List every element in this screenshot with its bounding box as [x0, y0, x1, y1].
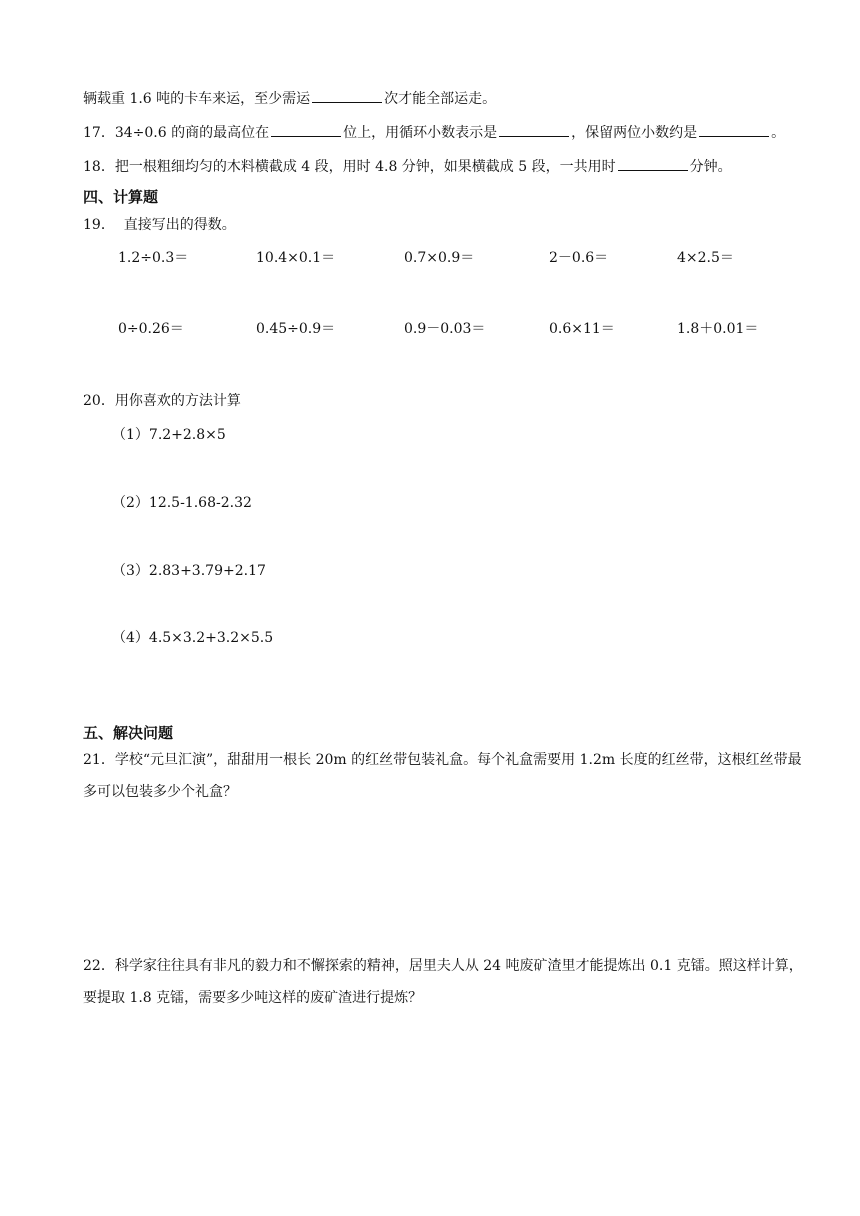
q17-blank-1[interactable]: [271, 122, 341, 137]
calc-item: 4×2.5＝: [677, 250, 734, 266]
question-22: [83, 950, 811, 1014]
q21-number: 21．: [83, 752, 115, 768]
calc-item: 0÷0.26＝: [118, 321, 184, 337]
q21-text: 学校“元旦汇演”，甜甜用一根长 20m 的红丝带包装礼盒。每个礼盒需要用 1.2m 长度的红丝带，这根红丝带最多可以包装多少个礼盒？: [83, 752, 802, 800]
q20-subitem: （2）12.5-1.68-2.32: [112, 495, 252, 511]
q20-subitem: （3）2.83+3.79+2.17: [112, 563, 266, 579]
calc-item: 0.6×11＝: [549, 321, 615, 337]
calc-item: 0.7×0.9＝: [404, 250, 475, 266]
q17-text-1: 34÷0.6 的商的最高位在: [114, 125, 270, 141]
q17-text-3: ，保留两位小数约是: [571, 125, 698, 141]
q20-number: 20．: [83, 393, 115, 409]
question-17: [83, 122, 785, 143]
q19-number: 19．: [83, 217, 115, 233]
calc-item: 10.4×0.1＝: [256, 250, 336, 266]
q18-text-1: 把一根粗细均匀的木料横截成 4 段，用时 4.8 分钟，如果横截成 5 段，一共用时: [114, 159, 616, 175]
calc-item: 1.8＋0.01＝: [677, 321, 759, 337]
q20-subitem: （4）4.5×3.2+3.2×5.5: [112, 630, 274, 646]
q17-text-2: 位上，用循环小数表示是: [343, 125, 498, 141]
question-20: [83, 391, 241, 411]
question-19: [83, 215, 236, 235]
q20-subitem: （1）7.2+2.8×5: [112, 427, 226, 443]
section-4-heading: 四、计算题: [83, 188, 159, 206]
calc-item: 2－0.6＝: [549, 250, 609, 266]
q22-number: 22．: [83, 958, 115, 974]
question-16-tail: [83, 88, 496, 109]
q17-text-4: 。: [771, 125, 786, 141]
q17-blank-3[interactable]: [699, 122, 769, 137]
q16-answer-blank[interactable]: [312, 88, 382, 103]
q22-text: 科学家往往具有非凡的毅力和不懈探索的精神，居里夫人从 24 吨废矿渣里才能提炼出 0.1 克镭。照这样计算，要提取 1.8 克镭，需要多少吨这样的废矿渣进行提炼？: [83, 958, 803, 1006]
q17-blank-2[interactable]: [499, 122, 569, 137]
question-18: [83, 156, 732, 177]
q18-text-2: 分钟。: [689, 159, 732, 175]
q20-instruction: 用你喜欢的方法计算: [114, 393, 241, 409]
q18-answer-blank[interactable]: [618, 156, 688, 171]
section-5-heading: 五、解决问题: [83, 724, 174, 742]
q16-text-before: 辆载重 1.6 吨的卡车来运，至少需运: [83, 91, 311, 107]
calc-item: 1.2÷0.3＝: [118, 250, 189, 266]
q19-instruction: 直接写出的得数。: [123, 217, 236, 233]
q17-number: 17．: [83, 125, 115, 141]
calc-item: 0.9－0.03＝: [404, 321, 486, 337]
q18-number: 18．: [83, 159, 115, 175]
q16-text-after: 次才能全部运走。: [384, 91, 497, 107]
question-21: [83, 744, 811, 808]
calc-item: 0.45÷0.9＝: [256, 321, 336, 337]
